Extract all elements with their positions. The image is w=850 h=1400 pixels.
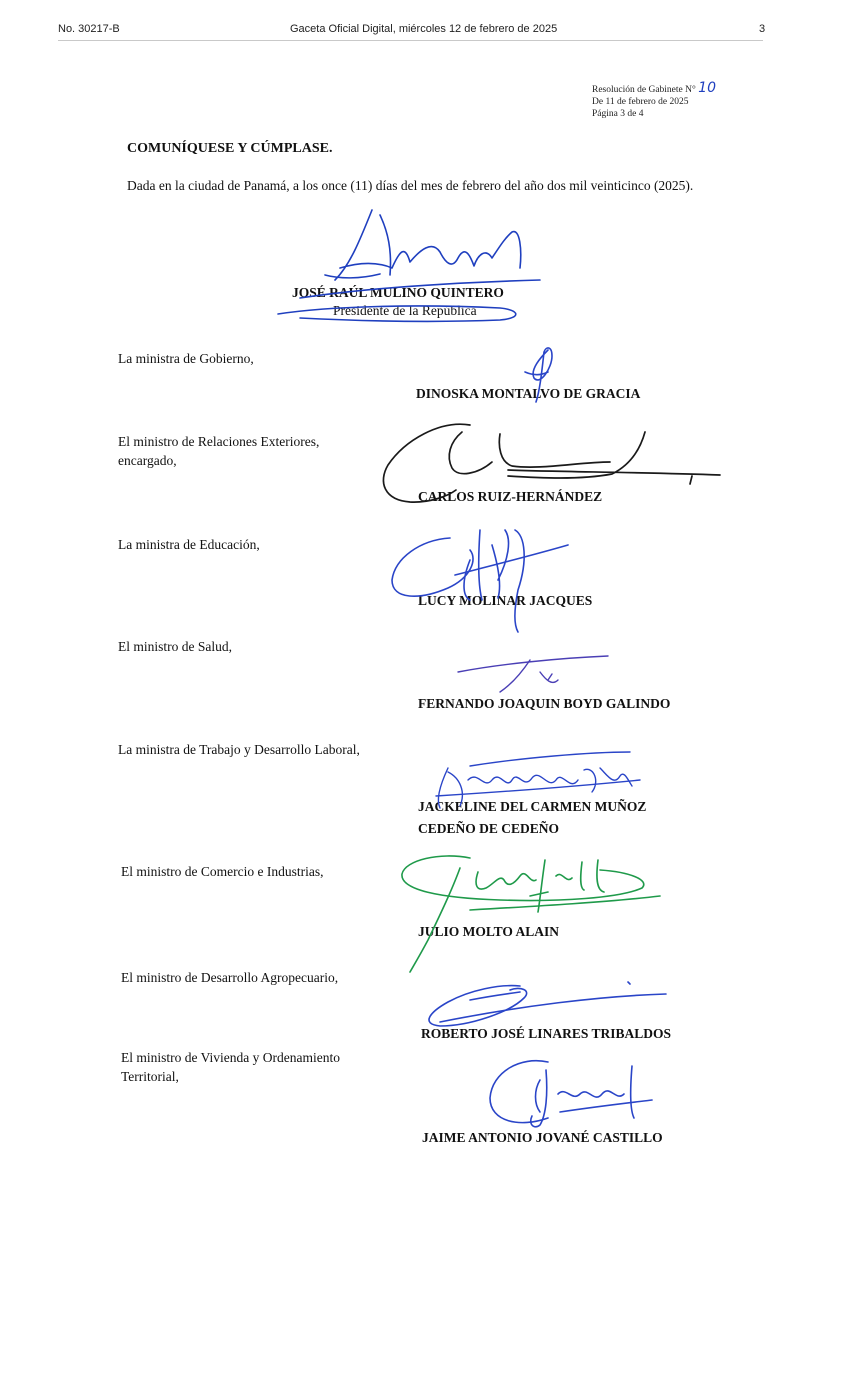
resolution-label: Resolución de Gabinete N° xyxy=(592,85,696,95)
resolution-page: Página 3 de 4 xyxy=(592,109,644,119)
role-agropecuario: El ministro de Desarrollo Agropecuario, xyxy=(121,970,339,985)
name-trabajo: JACKELINE DEL CARMEN MUÑOZ xyxy=(418,799,647,814)
resolution-reference xyxy=(592,82,716,120)
gazette-number: No. 30217-B xyxy=(58,23,120,35)
role-comercio: El ministro de Comercio e Industrias, xyxy=(121,864,324,879)
signature-vivienda xyxy=(490,1061,652,1127)
gazette-title: Gaceta Oficial Digital, miércoles 12 de febrero de 2025 xyxy=(290,23,558,35)
signature-comercio xyxy=(402,856,660,972)
role-educacion: La ministra de Educación, xyxy=(118,537,260,552)
president-title: Presidente de la República xyxy=(333,303,477,318)
name-relaciones-exteriores: CARLOS RUIZ-HERNÁNDEZ xyxy=(418,489,603,504)
name-vivienda: JAIME ANTONIO JOVANÉ CASTILLO xyxy=(422,1130,663,1145)
name-educacion: LUCY MOLINAR JACQUES xyxy=(418,593,593,608)
signature-agropecuario xyxy=(429,982,666,1026)
given-text: Dada en la ciudad de Panamá, a los once (11) días del mes de febrero del año dos mil veinticinco (2025). xyxy=(127,178,694,193)
resolution-number: 10 xyxy=(698,80,716,96)
role-relaciones-exteriores-line2: encargado, xyxy=(118,453,177,468)
header-divider xyxy=(58,40,763,41)
role-vivienda-line2: Territorial, xyxy=(121,1069,179,1084)
president-name: JOSÉ RAÚL MULINO QUINTERO xyxy=(292,285,504,300)
name-gobierno: DINOSKA MONTALVO DE GRACIA xyxy=(416,386,641,401)
role-trabajo: La ministra de Trabajo y Desarrollo Laboral, xyxy=(118,742,360,757)
name-trabajo-line2: CEDEÑO DE CEDEÑO xyxy=(418,821,560,836)
role-vivienda: El ministro de Vivienda y Ordenamiento xyxy=(121,1050,341,1065)
role-gobierno: La ministra de Gobierno, xyxy=(118,351,254,366)
signature-educacion xyxy=(392,530,568,632)
name-salud: FERNANDO JOAQUIN BOYD GALINDO xyxy=(418,696,671,711)
name-comercio: JULIO MOLTO ALAIN xyxy=(418,924,560,939)
page-number: 3 xyxy=(759,23,766,35)
signature-salud xyxy=(458,656,608,692)
closing-statement: COMUNÍQUESE Y CÚMPLASE. xyxy=(127,141,333,156)
role-salud: El ministro de Salud, xyxy=(118,639,232,654)
name-agropecuario: ROBERTO JOSÉ LINARES TRIBALDOS xyxy=(421,1026,671,1041)
role-relaciones-exteriores: El ministro de Relaciones Exteriores, xyxy=(118,434,320,449)
resolution-date: De 11 de febrero de 2025 xyxy=(592,97,689,107)
